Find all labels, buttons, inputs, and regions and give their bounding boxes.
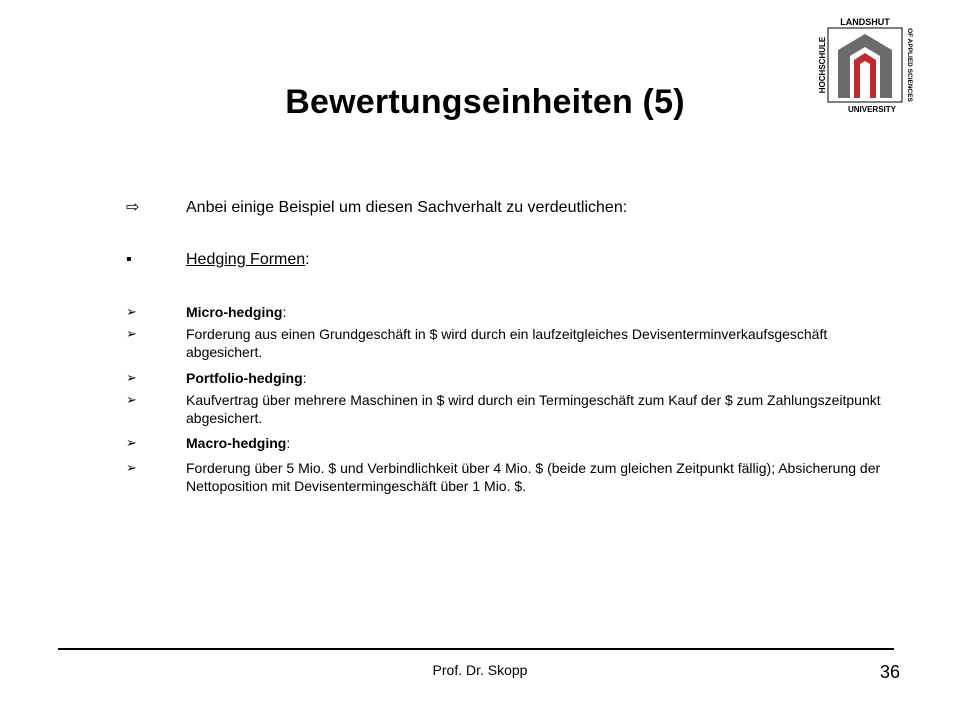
footer-author: Prof. Dr. Skopp (432, 662, 528, 678)
logo-bottom-text: UNIVERSITY (847, 105, 897, 114)
arrowhead-bullet-icon: ➢ (126, 392, 137, 407)
section-heading-wrap (186, 250, 310, 270)
page-number: 36 (880, 662, 901, 682)
item-label-wrap (186, 303, 886, 321)
square-bullet-icon: ▪ (126, 251, 132, 268)
item-label: Micro-hedging (186, 304, 283, 320)
list-item (126, 391, 886, 427)
list-item (126, 459, 886, 495)
arrowhead-bullet-icon: ➢ (126, 435, 137, 450)
item-label-suffix: : (282, 304, 287, 320)
item-label: Portfolio-hedging (186, 370, 303, 386)
item-label-suffix: : (302, 370, 307, 386)
item-label: Macro-hedging (186, 435, 287, 451)
item-text: Kaufvertrag über mehrere Maschinen in $ wird durch ein Termingeschäft zum Kauf der $ zum Zahlungszeitpunkt abgesichert. (186, 392, 881, 426)
arrowhead-bullet-icon: ➢ (126, 370, 137, 385)
arrowhead-bullet-icon: ➢ (126, 304, 137, 319)
item-text: Forderung aus einen Grundgeschäft in $ wird durch ein laufzeitgleiches Devisenterminverkaufsgeschäft abgesichert. (186, 326, 828, 360)
item-label-suffix: : (286, 435, 291, 451)
logo-top-text: LANDSHUT (840, 17, 890, 27)
section-heading-suffix: : (305, 251, 310, 268)
footer-divider (58, 648, 894, 650)
item-text: Forderung über 5 Mio. $ und Verbindlichkeit über 4 Mio. $ (beide zum gleichen Zeitpunkt fällig); Absicherung der Nettoposition mit Devisentermingeschäft über 1 Mio. $. (186, 460, 881, 494)
arrow-right-icon: ⇨ (126, 199, 140, 216)
university-logo (814, 14, 918, 118)
item-label-wrap (186, 434, 886, 452)
logo-right-text: OF APPLIED SCIENCES (906, 28, 913, 102)
list-item (126, 325, 886, 361)
item-label-wrap (186, 369, 886, 387)
logo-left-text: HOCHSCHULE (818, 36, 827, 94)
arrowhead-bullet-icon: ➢ (126, 460, 137, 475)
intro-text: Anbei einige Beispiel um diesen Sachverhalt zu verdeutlichen: (186, 199, 628, 216)
list-item (126, 434, 886, 452)
section-bullet (126, 250, 310, 270)
list-item (126, 369, 886, 387)
slide-title: Bewertungseinheiten (5) (285, 83, 685, 121)
list-item (126, 303, 886, 321)
section-heading: Hedging Formen (186, 251, 306, 268)
intro-bullet (126, 198, 627, 218)
arrowhead-bullet-icon: ➢ (126, 326, 137, 341)
